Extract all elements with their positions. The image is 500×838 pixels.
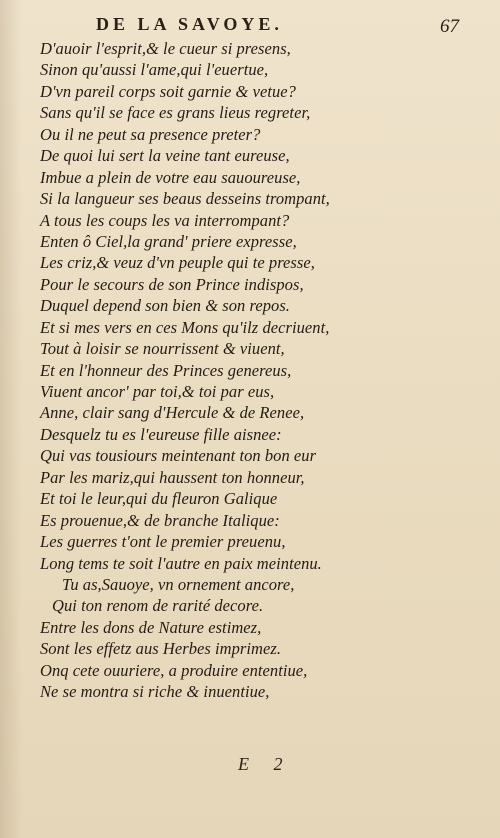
running-head: DE LA SAVOYE. [96, 14, 283, 34]
verse-line: Sont les effetz aus Herbes imprimez. [40, 639, 282, 659]
verse-line: Si la langueur ses beaus desseins trompant, [40, 189, 330, 209]
verse-line: Viuent ancor' par toi,& toi par eus, [40, 382, 275, 401]
verse-line: D'auoir l'esprit,& le cueur si presens, [40, 39, 291, 58]
verse-line: Qui ton renom de rarité decore. [52, 596, 264, 616]
verse-line: Anne, clair sang d'Hercule & de Renee, [40, 403, 305, 423]
verse-line: Et si mes vers en ces Mons qu'ilz decriuent, [40, 317, 330, 337]
verse-line: Les guerres t'ont le premier preuenu, [40, 532, 286, 552]
verse-line: Qui vas tousiours meintenant ton bon eur [40, 446, 317, 466]
verse-line: Par les mariz,qui haussent ton honneur, [40, 467, 305, 487]
signature-mark: E 2 [238, 754, 293, 774]
verse-line: Les criz,& veuz d'vn peuple qui te presse, [40, 253, 315, 273]
verse-line: D'vn pareil corps soit garnie & vetue? [40, 81, 296, 101]
verse-line: Et en l'honneur des Princes genereus, [40, 360, 292, 380]
verse-line: A tous les coups les va interrompant? [40, 210, 290, 230]
verse-line: Ou il ne peut sa presence preter? [40, 124, 261, 144]
verse-line: Imbue a plein de votre eau sauoureuse, [40, 167, 301, 187]
verse-line: De quoi lui sert la veine tant eureuse, [40, 146, 290, 166]
verse-line: Enten ô Ciel,la grand' priere expresse, [40, 231, 297, 251]
page-number: 67 [440, 16, 459, 37]
verse-line: Onq cete ouuriere, a produire ententiue, [40, 660, 308, 680]
verse-line: Ne se montra si riche & inuentiue, [40, 682, 270, 702]
verse-line: Entre les dons de Nature estimez, [40, 617, 262, 637]
verse-line: Long tems te soit l'autre en paix meintenu. [40, 553, 322, 573]
verse-line-indented: Tu as,Sauoye, vn ornement ancore, [62, 574, 295, 594]
verse-line: Et toi le leur,qui du fleuron Galique [40, 489, 278, 509]
verse-line: Es prouenue,& de branche Italique: [40, 510, 280, 530]
verse-block [40, 38, 390, 703]
verse-line: Tout à loisir se nourrissent & viuent, [40, 339, 285, 359]
verse-line: Sinon qu'aussi l'ame,qui l'euertue, [40, 60, 269, 80]
verse-line: Desquelz tu es l'eureuse fille aisnee: [40, 424, 282, 444]
verse-line: Pour le secours de son Prince indispos, [40, 274, 304, 294]
verse-line: Duquel depend son bien & son repos. [40, 296, 290, 316]
verse-line: Sans qu'il se face es grans lieus regreter, [40, 103, 311, 123]
